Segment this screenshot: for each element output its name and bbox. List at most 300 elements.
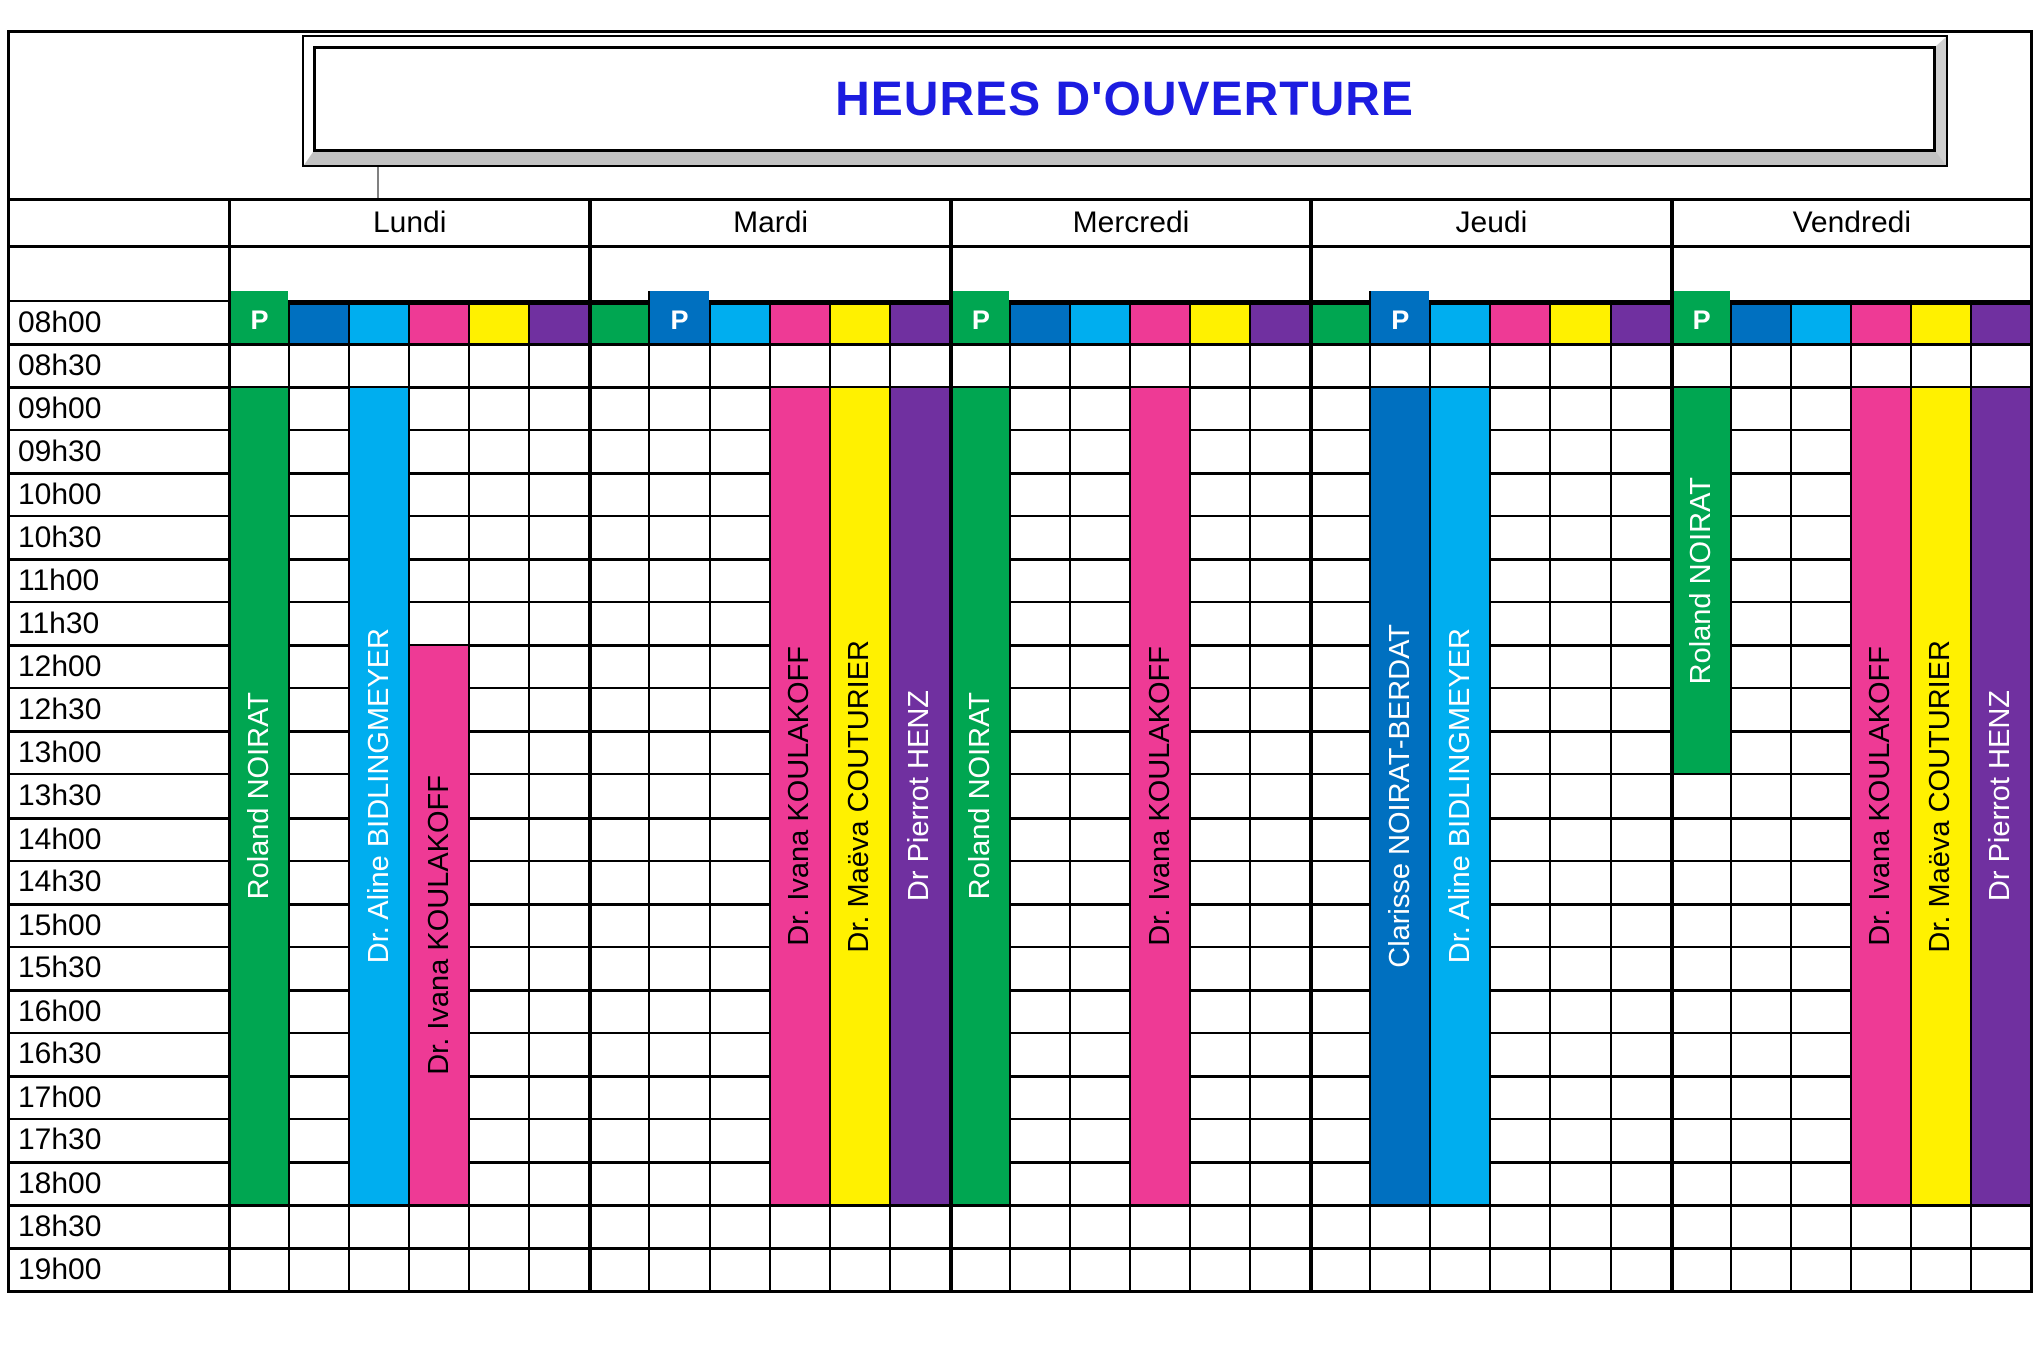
schedule-cell [648, 300, 708, 343]
schedule-cell [769, 515, 829, 558]
schedule-cell [1730, 860, 1790, 903]
schedule-cell [1309, 386, 1369, 429]
schedule-cell [228, 903, 288, 946]
time-cell: 18h00 [10, 1161, 228, 1204]
schedule-cell [1790, 1118, 1850, 1161]
schedule-cell [1429, 989, 1489, 1032]
schedule-cell [1309, 1161, 1369, 1204]
schedule-cell [1369, 1075, 1429, 1118]
schedule-cell [1549, 601, 1609, 644]
schedule-cell [1069, 429, 1129, 472]
schedule-cell [1129, 730, 1189, 773]
schedule-cell [889, 1075, 949, 1118]
schedule-cell [1069, 946, 1129, 989]
schedule-cell [1489, 1118, 1549, 1161]
schedule-cell [468, 817, 528, 860]
schedule-cell [1189, 860, 1249, 903]
time-cell: 10h00 [10, 472, 228, 515]
schedule-cell [829, 1161, 889, 1204]
time-cell: 11h00 [10, 558, 228, 601]
schedule-cell [1069, 730, 1129, 773]
doctor-name-label: Dr. Aline BIDLINGMEYER [1443, 628, 1476, 964]
schedule-cell [288, 601, 348, 644]
schedule-cell [1309, 429, 1369, 472]
schedule-cell [1610, 860, 1670, 903]
schedule-cell [1489, 644, 1549, 687]
schedule-cell [228, 687, 288, 730]
schedule-cell [1670, 386, 1730, 429]
schedule-cell [1069, 343, 1129, 386]
schedule-cell [408, 601, 468, 644]
schedule-cell [528, 1204, 588, 1247]
schedule-cell [648, 429, 708, 472]
schedule-cell [769, 472, 829, 515]
schedule-cell [1309, 343, 1369, 386]
schedule-cell [528, 1247, 588, 1290]
schedule-cell [1009, 472, 1069, 515]
schedule-cell [1369, 730, 1429, 773]
schedule-cell [468, 730, 528, 773]
schedule-cell [829, 343, 889, 386]
schedule-cell [949, 343, 1009, 386]
schedule-cell [1489, 1247, 1549, 1290]
schedule-cell [1129, 343, 1189, 386]
schedule-cell [1009, 860, 1069, 903]
schedule-cell [1249, 860, 1309, 903]
schedule-cell [228, 1118, 288, 1161]
schedule-cell [288, 903, 348, 946]
schedule-cell [1249, 989, 1309, 1032]
schedule-cell [1369, 558, 1429, 601]
time-cell: 14h00 [10, 817, 228, 860]
schedule-cell [1610, 558, 1670, 601]
schedule-cell [1549, 386, 1609, 429]
schedule-cell [228, 558, 288, 601]
schedule-cell [1249, 1118, 1309, 1161]
schedule-cell [468, 989, 528, 1032]
schedule-cell [348, 515, 408, 558]
schedule-cell [1189, 1247, 1249, 1290]
schedule-cell [829, 989, 889, 1032]
schedule-cell [1429, 386, 1489, 429]
time-cell: 14h30 [10, 860, 228, 903]
schedule-cell [408, 773, 468, 816]
schedule-cell [889, 386, 949, 429]
schedule-cell [288, 300, 348, 343]
schedule-cell [1730, 515, 1790, 558]
schedule-cell [1069, 386, 1129, 429]
time-cell: 10h30 [10, 515, 228, 558]
schedule-cell [889, 300, 949, 343]
schedule-cell [1309, 558, 1369, 601]
schedule-cell [648, 1075, 708, 1118]
schedule-cell [348, 946, 408, 989]
schedule-cell [1970, 903, 2030, 946]
schedule-cell [1790, 1032, 1850, 1075]
schedule-cell [1790, 687, 1850, 730]
schedule-cell [348, 601, 408, 644]
day-header-jeudi: Jeudi [1309, 201, 1669, 248]
schedule-cell [889, 601, 949, 644]
schedule-cell [1670, 515, 1730, 558]
schedule-cell [348, 817, 408, 860]
schedule-cell [1249, 1032, 1309, 1075]
schedule-cell [1189, 343, 1249, 386]
schedule-cell [1429, 687, 1489, 730]
schedule-cell [348, 472, 408, 515]
schedule-cell [829, 472, 889, 515]
schedule-cell [588, 946, 648, 989]
schedule-cell [468, 472, 528, 515]
schedule-cell [348, 1075, 408, 1118]
schedule-cell [1670, 860, 1730, 903]
schedule-cell [1369, 300, 1429, 343]
schedule-cell [528, 601, 588, 644]
schedule-cell [348, 1204, 408, 1247]
schedule-cell [648, 343, 708, 386]
schedule-cell [468, 860, 528, 903]
schedule-cell [408, 558, 468, 601]
schedule-cell [1069, 1118, 1129, 1161]
schedule-cell [288, 687, 348, 730]
schedule-cell [1489, 946, 1549, 989]
schedule-cell [769, 343, 829, 386]
time-cell: 18h30 [10, 1204, 228, 1247]
time-cell: 11h30 [10, 601, 228, 644]
schedule-cell [408, 644, 468, 687]
schedule-cell [829, 558, 889, 601]
schedule-cell [1670, 472, 1730, 515]
schedule-cell [829, 601, 889, 644]
schedule-cell [829, 1075, 889, 1118]
schedule-cell [1189, 429, 1249, 472]
schedule-cell [1189, 1032, 1249, 1075]
schedule-cell [648, 558, 708, 601]
schedule-cell [648, 1204, 708, 1247]
schedule-cell [288, 817, 348, 860]
schedule-cell [1670, 687, 1730, 730]
schedule-cell [1309, 730, 1369, 773]
schedule-cell [1610, 1161, 1670, 1204]
schedule-cell [769, 1032, 829, 1075]
schedule-cell [769, 601, 829, 644]
schedule-cell [408, 300, 468, 343]
schedule-cell [1429, 1032, 1489, 1075]
schedule-cell [1249, 558, 1309, 601]
schedule-cell [769, 300, 829, 343]
schedule-cell [1670, 558, 1730, 601]
schedule-cell [1069, 1247, 1129, 1290]
schedule-cell [1970, 989, 2030, 1032]
schedule-cell [1610, 989, 1670, 1032]
schedule-cell [1429, 1075, 1489, 1118]
schedule-cell [1009, 730, 1069, 773]
schedule-cell [528, 773, 588, 816]
schedule-cell [1850, 1075, 1910, 1118]
schedule-cell [288, 1161, 348, 1204]
schedule-cell [348, 300, 408, 343]
schedule-cell [1009, 1032, 1069, 1075]
schedule-cell [1910, 1204, 1970, 1247]
schedule-cell [288, 730, 348, 773]
schedule-cell [1309, 601, 1369, 644]
schedule-cell [1850, 300, 1910, 343]
schedule-cell [1850, 386, 1910, 429]
schedule-cell [1730, 817, 1790, 860]
schedule-cell [949, 730, 1009, 773]
schedule-cell [1309, 946, 1369, 989]
schedule-cell [709, 386, 769, 429]
schedule-cell [1369, 903, 1429, 946]
schedule-cell [709, 989, 769, 1032]
schedule-cell [769, 730, 829, 773]
schedule-grid [10, 300, 2030, 1290]
schedule-cell [648, 1118, 708, 1161]
schedule-cell [528, 472, 588, 515]
schedule-cell [1069, 860, 1129, 903]
schedule-cell [1069, 558, 1129, 601]
schedule-cell [1189, 472, 1249, 515]
schedule-cell [1009, 386, 1069, 429]
schedule-cell [1549, 1161, 1609, 1204]
schedule-cell [1850, 429, 1910, 472]
schedule-cell [1309, 903, 1369, 946]
schedule-cell [648, 472, 708, 515]
schedule-cell [288, 989, 348, 1032]
schedule-cell [1189, 1075, 1249, 1118]
schedule-cell [1549, 1032, 1609, 1075]
schedule-cell [1790, 300, 1850, 343]
doctor-name-label: Dr. Maëva COUTURIER [843, 639, 876, 953]
schedule-cell [528, 343, 588, 386]
schedule-cell [1369, 1204, 1429, 1247]
doctor-name-label: Roland NOIRAT [964, 692, 997, 900]
schedule-cell [1670, 1204, 1730, 1247]
schedule-cell [468, 429, 528, 472]
schedule-cell [769, 1204, 829, 1247]
day-header-lundi: Lundi [228, 201, 588, 248]
schedule-cell [228, 601, 288, 644]
schedule-cell [1730, 1118, 1790, 1161]
schedule-cell [889, 343, 949, 386]
schedule-cell [1189, 817, 1249, 860]
schedule-cell [709, 515, 769, 558]
schedule-cell [1790, 817, 1850, 860]
schedule-cell [1369, 860, 1429, 903]
schedule-cell [1429, 300, 1489, 343]
schedule-cell [949, 1247, 1009, 1290]
schedule-cell [648, 1032, 708, 1075]
schedule-cell [1009, 817, 1069, 860]
schedule-cell [528, 903, 588, 946]
schedule-cell [588, 730, 648, 773]
schedule-cell [1429, 1204, 1489, 1247]
schedule-cell [769, 946, 829, 989]
schedule-cell [528, 730, 588, 773]
schedule-cell [1970, 343, 2030, 386]
schedule-cell [1129, 1032, 1189, 1075]
schedule-cell [468, 946, 528, 989]
schedule-cell [769, 860, 829, 903]
schedule-cell [1489, 515, 1549, 558]
schedule-cell [408, 860, 468, 903]
schedule-cell [829, 386, 889, 429]
schedule-cell [1309, 644, 1369, 687]
schedule-cell [228, 1204, 288, 1247]
schedule-cell [889, 817, 949, 860]
schedule-cell [1850, 515, 1910, 558]
schedule-cell [829, 903, 889, 946]
schedule-cell [588, 1204, 648, 1247]
schedule-cell [1850, 989, 1910, 1032]
schedule-cell [709, 343, 769, 386]
schedule-cell [1670, 601, 1730, 644]
schedule-cell [949, 1032, 1009, 1075]
schedule-cell [1249, 386, 1309, 429]
schedule-cell [1249, 946, 1309, 989]
schedule-cell [588, 386, 648, 429]
schedule-cell [588, 860, 648, 903]
schedule-cell [1970, 1247, 2030, 1290]
schedule-cell [468, 773, 528, 816]
schedule-cell [1970, 946, 2030, 989]
schedule-cell [1910, 1075, 1970, 1118]
schedule-cell [1069, 644, 1129, 687]
schedule-cell [468, 644, 528, 687]
schedule-cell [1970, 601, 2030, 644]
schedule-cell [588, 472, 648, 515]
doctor-name-label: Dr. Ivana KOULAKOFF [1143, 646, 1176, 946]
day-header-vendredi: Vendredi [1670, 201, 2030, 248]
schedule-cell [1129, 601, 1189, 644]
schedule-cell [1309, 1075, 1369, 1118]
schedule-cell [1850, 817, 1910, 860]
schedule-cell [1790, 946, 1850, 989]
schedule-cell [1009, 1161, 1069, 1204]
schedule-cell [1790, 429, 1850, 472]
schedule-cell [468, 1161, 528, 1204]
schedule-cell [1850, 1161, 1910, 1204]
schedule-cell [1069, 601, 1129, 644]
schedule-cell [889, 860, 949, 903]
schedule-cell [1129, 989, 1189, 1032]
schedule-cell [1549, 515, 1609, 558]
schedule-cell [528, 989, 588, 1032]
schedule-cell [588, 1161, 648, 1204]
schedule-cell [228, 730, 288, 773]
schedule-cell [528, 817, 588, 860]
schedule-cell [1309, 989, 1369, 1032]
schedule-cell [288, 946, 348, 989]
schedule-cell [1549, 687, 1609, 730]
schedule-cell [1489, 386, 1549, 429]
schedule-cell [1610, 730, 1670, 773]
schedule-cell [1670, 1075, 1730, 1118]
schedule-cell [1610, 1032, 1670, 1075]
schedule-cell [1670, 1161, 1730, 1204]
schedule-cell [228, 472, 288, 515]
time-cell: 16h30 [10, 1032, 228, 1075]
schedule-cell [829, 1247, 889, 1290]
schedule-cell [829, 644, 889, 687]
schedule-cell [1249, 429, 1309, 472]
schedule-cell [769, 903, 829, 946]
schedule-cell [1489, 687, 1549, 730]
schedule-cell [1549, 472, 1609, 515]
schedule-cell [228, 989, 288, 1032]
schedule-cell [1009, 773, 1069, 816]
schedule-cell [1610, 472, 1670, 515]
schedule-cell [709, 558, 769, 601]
schedule-cell [1309, 773, 1369, 816]
schedule-cell [348, 1161, 408, 1204]
schedule-cell [1189, 386, 1249, 429]
schedule-cell [769, 429, 829, 472]
schedule-cell [1429, 903, 1489, 946]
title-connector-line [377, 166, 379, 198]
spacer-row [10, 248, 2030, 300]
schedule-cell [1369, 601, 1429, 644]
schedule-cell [889, 644, 949, 687]
schedule-cell [228, 860, 288, 903]
doctor-name-label: Roland NOIRAT [243, 692, 276, 900]
schedule-cell [1309, 1247, 1369, 1290]
schedule-cell [1910, 644, 1970, 687]
schedule-cell [1129, 429, 1189, 472]
schedule-cell [1910, 472, 1970, 515]
schedule-cell [889, 558, 949, 601]
schedule-cell [1670, 1032, 1730, 1075]
schedule-cell [1910, 558, 1970, 601]
schedule-cell [348, 903, 408, 946]
schedule-cell [288, 472, 348, 515]
schedule-cell [1610, 1118, 1670, 1161]
schedule-cell [1129, 1118, 1189, 1161]
schedule-cell [1429, 1118, 1489, 1161]
schedule-cell [889, 1161, 949, 1204]
schedule-cell [588, 644, 648, 687]
schedule-cell [648, 515, 708, 558]
schedule-cell [528, 515, 588, 558]
schedule-cell [1129, 817, 1189, 860]
schedule-cell [528, 386, 588, 429]
schedule-cell [1910, 1161, 1970, 1204]
schedule-cell [1670, 343, 1730, 386]
schedule-cell [1369, 773, 1429, 816]
schedule-cell [1970, 1118, 2030, 1161]
schedule-cell [1850, 687, 1910, 730]
schedule-cell [1369, 989, 1429, 1032]
schedule-cell [1189, 687, 1249, 730]
schedule-cell [348, 429, 408, 472]
schedule-cell [1910, 989, 1970, 1032]
schedule-cell [1670, 644, 1730, 687]
schedule-cell [648, 989, 708, 1032]
schedule-cell [1129, 644, 1189, 687]
schedule-cell [468, 343, 528, 386]
schedule-cell [1850, 343, 1910, 386]
schedule-cell [1429, 817, 1489, 860]
schedule-cell [1369, 472, 1429, 515]
schedule-cell [408, 946, 468, 989]
schedule-cell [769, 558, 829, 601]
schedule-cell [1970, 1032, 2030, 1075]
schedule-cell [1549, 1247, 1609, 1290]
schedule-cell [949, 817, 1009, 860]
schedule-cell [949, 601, 1009, 644]
schedule-cell [709, 773, 769, 816]
schedule-cell [1910, 300, 1970, 343]
